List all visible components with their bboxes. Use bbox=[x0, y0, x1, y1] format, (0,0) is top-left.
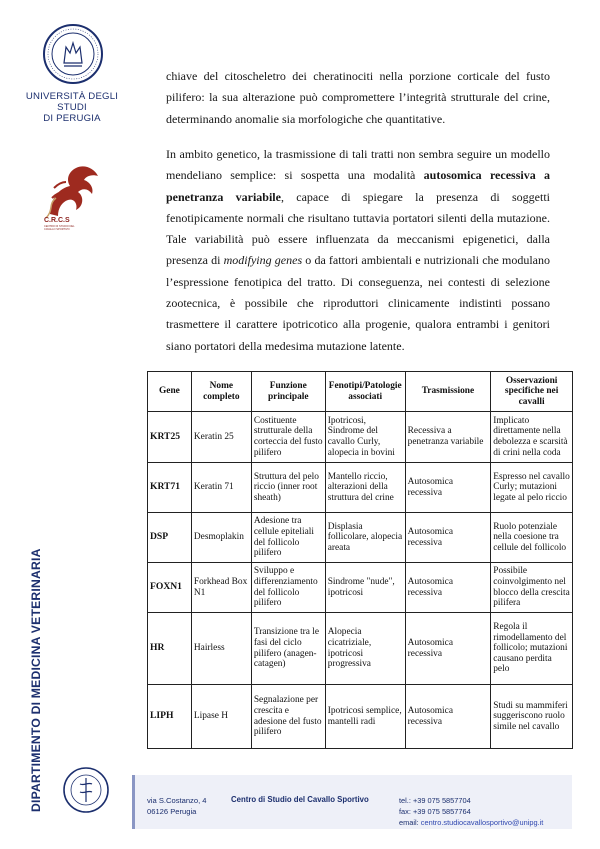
paragraph-2-italic-term: modifying genes bbox=[223, 253, 303, 268]
cell-function: Struttura del pelo riccio (inner root sheath) bbox=[251, 463, 325, 513]
cell-function: Sviluppo e differenziamento del follicolo pilifero bbox=[251, 563, 325, 613]
paragraph-2-part-c: , capace di spiegare la presenza di soggetti fenotipicamente normali che risultano tuttavia portatori silenti della mutazione. Tale variabilità può essere influenzata da meccanismi epigenetici, dalla presenza di bbox=[166, 189, 551, 268]
paragraph-2-bold-term: autosomica recessiva a penetranza variabile bbox=[166, 168, 550, 204]
department-label-container bbox=[14, 516, 44, 812]
footer-address bbox=[147, 795, 207, 817]
footer-tel: tel.: +39 075 5857704 bbox=[399, 796, 471, 805]
table-header-row bbox=[148, 372, 573, 412]
university-seal-icon bbox=[42, 23, 104, 85]
cell-observations: Ruolo potenziale nella coesione tra cellule del follicolo bbox=[491, 513, 573, 563]
crcs-acronym: C.R.C.S bbox=[44, 217, 70, 224]
cell-gene: FOXN1 bbox=[148, 563, 192, 613]
cell-observations: Implicato direttamente nella debolezza e scarsità di crini nella coda bbox=[491, 412, 573, 463]
table-row bbox=[148, 463, 573, 513]
cell-gene: KRT71 bbox=[148, 463, 192, 513]
cell-full-name: Keratin 25 bbox=[191, 412, 251, 463]
cell-transmission: Autosomica recessiva bbox=[405, 463, 491, 513]
table-row bbox=[148, 412, 573, 463]
cell-full-name: Forkhead Box N1 bbox=[191, 563, 251, 613]
cell-observations: Studi su mammiferi suggeriscono ruolo simile nel cavallo bbox=[491, 685, 573, 749]
cell-observations: Espresso nel cavallo Curly; mutazioni legate al pelo riccio bbox=[491, 463, 573, 513]
footer-email-line bbox=[399, 817, 543, 828]
footer-address-street: via S.Costanzo, 4 bbox=[147, 796, 207, 805]
header-gene: Gene bbox=[148, 372, 192, 412]
footer-fax: fax: +39 075 5857764 bbox=[399, 807, 471, 816]
cell-gene: LIPH bbox=[148, 685, 192, 749]
cell-phenotypes: Sindrome "nude", ipotricosi bbox=[325, 563, 405, 613]
cell-observations: Possibile coinvolgimento nel blocco della crescita pilifera bbox=[491, 563, 573, 613]
header-transmission: Trasmissione bbox=[405, 372, 491, 412]
cell-phenotypes: Alopecia cicatriziale, ipotricosi progressiva bbox=[325, 613, 405, 685]
cell-function: Transizione tra le fasi del ciclo pilifero (anagen-catagen) bbox=[251, 613, 325, 685]
table-row bbox=[148, 613, 573, 685]
cell-transmission: Autosomica recessiva bbox=[405, 513, 491, 563]
cell-phenotypes: Ipotricosi, Sindrome del cavallo Curly, alopecia in bovini bbox=[325, 412, 405, 463]
gene-table bbox=[147, 371, 573, 749]
cell-phenotypes: Ipotricosi semplice, mantelli radi bbox=[325, 685, 405, 749]
university-name bbox=[16, 91, 128, 124]
paragraph-2-part-a: In ambito genetico, la trasmissione di tali tratti non sembra seguire un modello mendeliano semplice: si sospetta una modalità bbox=[166, 147, 550, 183]
cell-full-name: Lipase H bbox=[191, 685, 251, 749]
footer-address-city: 06126 Perugia bbox=[147, 807, 197, 816]
cell-gene: KRT25 bbox=[148, 412, 192, 463]
footer-contacts bbox=[399, 795, 543, 828]
header-phenotypes: Fenotipi/Patologie associati bbox=[325, 372, 405, 412]
cell-function: Segnalazione per crescita e adesione del fusto pilifero bbox=[251, 685, 325, 749]
paragraph-1: chiave del citoscheletro dei cheratinociti nella porzione corticale del fusto pilifero: la sua alterazione può compromettere l’integrità strutturale del crine, determinando anomalie sia morfologiche che quantitative. bbox=[166, 69, 550, 126]
cell-transmission: Autosomica recessiva bbox=[405, 613, 491, 685]
cell-full-name: Keratin 71 bbox=[191, 463, 251, 513]
university-name-line2: DI PERUGIA bbox=[43, 113, 101, 124]
university-name-line1: UNIVERSITÀ DEGLI STUDI bbox=[25, 91, 119, 113]
cell-full-name: Hairless bbox=[191, 613, 251, 685]
footer-center-name: Centro di Studio del Cavallo Sportivo bbox=[231, 795, 369, 804]
cell-full-name: Desmoplakin bbox=[191, 513, 251, 563]
paragraph-2 bbox=[166, 144, 550, 357]
cell-phenotypes: Mantello riccio, alterazioni della struttura del crine bbox=[325, 463, 405, 513]
department-vertical-label: DIPARTIMENTO DI MEDICINA VETERINARIA bbox=[29, 548, 43, 812]
cell-phenotypes: Displasia follicolare, alopecia areata bbox=[325, 513, 405, 563]
department-seal-icon bbox=[62, 766, 110, 814]
crcs-tagline: CENTRO DI STUDIO DEL CAVALLO SPORTIVO bbox=[44, 225, 75, 231]
header-full-name: Nome completo bbox=[191, 372, 251, 412]
cell-gene: HR bbox=[148, 613, 192, 685]
cell-function: Adesione tra cellule epiteliali del follicolo pilifero bbox=[251, 513, 325, 563]
footer-accent-bar bbox=[132, 775, 135, 829]
cell-transmission: Autosomica recessiva bbox=[405, 685, 491, 749]
cell-gene: DSP bbox=[148, 513, 192, 563]
cell-transmission: Autosomica recessiva bbox=[405, 563, 491, 613]
footer-email-label: email: bbox=[399, 818, 421, 827]
cell-function: Costituente strutturale della corteccia del fusto pilifero bbox=[251, 412, 325, 463]
cell-observations: Regola il rimodellamento del follicolo; mutazioni causano perdita pelo bbox=[491, 613, 573, 685]
cell-transmission: Recessiva a penetranza variabile bbox=[405, 412, 491, 463]
table-row bbox=[148, 685, 573, 749]
table-row bbox=[148, 513, 573, 563]
footer-email-link[interactable]: centro.studiocavallosportivo@unipg.it bbox=[420, 818, 544, 827]
paragraph-2-part-e: o da fattori ambientali e nutrizionali che modulano l’espressione fenotipica del tratto. Di conseguenza, nei contesti di selezione zootecnica, è possibile che riproduttori clinicamente indistinti possano trasmettere il carattere ipotricotico alla progenie, qualora entrambi i genitori siano portatori della medesima mutazione latente. bbox=[166, 253, 550, 353]
header-function: Funzione principale bbox=[251, 372, 325, 412]
table-row bbox=[148, 563, 573, 613]
header-observations: Osservazioni specifiche nei cavalli bbox=[491, 372, 573, 412]
